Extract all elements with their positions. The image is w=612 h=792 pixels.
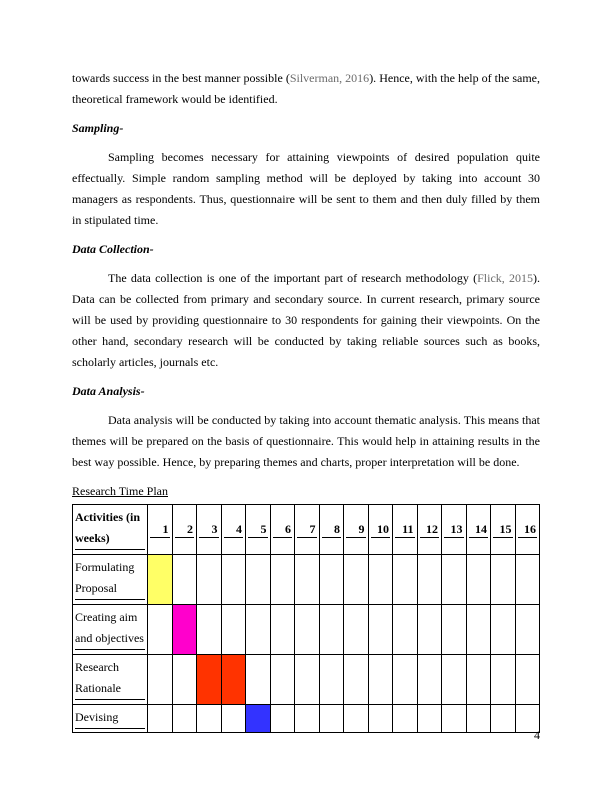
- week-cell: [246, 555, 271, 605]
- week-cell: [197, 705, 222, 733]
- week-cell: [246, 605, 271, 655]
- week-header-15: 15: [491, 505, 516, 555]
- gantt-bar: [246, 705, 271, 733]
- week-cell: [344, 605, 369, 655]
- week-header-5: 5: [246, 505, 271, 555]
- week-cell: [319, 705, 344, 733]
- week-cell: [270, 555, 295, 605]
- week-cell: [491, 655, 516, 705]
- week-header-9: 9: [344, 505, 369, 555]
- week-header-7: 7: [295, 505, 320, 555]
- week-cell: [148, 705, 173, 733]
- gantt-bar: [197, 655, 222, 705]
- week-cell: [466, 705, 491, 733]
- week-cell: [368, 605, 393, 655]
- week-cell: [515, 555, 540, 605]
- week-cell: [270, 655, 295, 705]
- citation-flick: Flick, 2015: [477, 271, 534, 285]
- week-header-14: 14: [466, 505, 491, 555]
- sampling-paragraph: Sampling becomes necessary for attaining viewpoints of desired population quite effectually. Simple random sampling method will be deployed by taking into account 30 managers as respondents. Thus, questionnaire will be sent to them and then duly filled by them in stipulated time.: [72, 150, 540, 227]
- week-header-6: 6: [270, 505, 295, 555]
- week-cell: [295, 555, 320, 605]
- data-collection-paragraph: [72, 268, 540, 373]
- gantt-bar: [221, 655, 246, 705]
- week-header-10: 10: [368, 505, 393, 555]
- week-cell: [491, 705, 516, 733]
- table-header-row: [73, 505, 540, 555]
- week-cell: [246, 655, 271, 705]
- sampling-heading: Sampling-: [72, 121, 124, 135]
- week-cell: [393, 655, 418, 705]
- week-header-16: 16: [515, 505, 540, 555]
- week-cell: [295, 605, 320, 655]
- week-cell: [319, 555, 344, 605]
- week-cell: [466, 655, 491, 705]
- citation-silverman: Silverman, 2016: [289, 71, 370, 85]
- week-cell: [172, 655, 197, 705]
- week-header-13: 13: [442, 505, 467, 555]
- week-cell: [319, 655, 344, 705]
- activities-header: Activities (in weeks): [73, 505, 148, 555]
- week-cell: [221, 555, 246, 605]
- week-cell: [148, 655, 173, 705]
- week-cell: [295, 705, 320, 733]
- intro-text: towards success in the best manner possible (: [72, 71, 290, 85]
- data-analysis-heading: Data Analysis-: [72, 384, 145, 398]
- week-header-2: 2: [172, 505, 197, 555]
- table-row: [73, 655, 540, 705]
- week-cell: [344, 705, 369, 733]
- week-cell: [319, 605, 344, 655]
- week-cell: [172, 555, 197, 605]
- week-cell: [417, 555, 442, 605]
- week-cell: [368, 555, 393, 605]
- week-cell: [491, 605, 516, 655]
- activity-cell: Creating aim and objectives: [73, 605, 148, 655]
- week-cell: [368, 655, 393, 705]
- time-plan-table: [72, 504, 540, 733]
- week-cell: [393, 705, 418, 733]
- table-row: [73, 555, 540, 605]
- intro-text-end: ). Hence, with the help of the same, theoretical framework would be identified.: [72, 71, 540, 106]
- data-collection-text: The data collection is one of the important part of research methodology (: [108, 271, 478, 285]
- week-cell: [295, 655, 320, 705]
- week-cell: [221, 705, 246, 733]
- week-cell: [221, 605, 246, 655]
- week-cell: [344, 655, 369, 705]
- week-header-11: 11: [393, 505, 418, 555]
- week-cell: [515, 655, 540, 705]
- week-cell: [466, 605, 491, 655]
- week-cell: [148, 605, 173, 655]
- week-cell: [515, 605, 540, 655]
- week-cell: [417, 705, 442, 733]
- week-header-12: 12: [417, 505, 442, 555]
- week-cell: [393, 605, 418, 655]
- week-cell: [197, 605, 222, 655]
- week-cell: [466, 555, 491, 605]
- week-header-4: 4: [221, 505, 246, 555]
- gantt-bar: [148, 555, 173, 605]
- week-cell: [368, 705, 393, 733]
- activity-cell: Formulating Proposal: [73, 555, 148, 605]
- week-header-1: 1: [148, 505, 173, 555]
- page-number: 4: [534, 728, 540, 742]
- week-cell: [442, 655, 467, 705]
- week-cell: [270, 605, 295, 655]
- activity-cell: Research Rationale: [73, 655, 148, 705]
- week-cell: [442, 705, 467, 733]
- week-cell: [442, 605, 467, 655]
- week-cell: [491, 555, 516, 605]
- activity-cell: Devising: [73, 705, 148, 733]
- table-row: [73, 605, 540, 655]
- data-collection-heading: Data Collection-: [72, 242, 154, 256]
- week-cell: [417, 655, 442, 705]
- week-cell: [417, 605, 442, 655]
- data-collection-text-end: ). Data can be collected from primary and secondary source. In current research, primary source will be used by providing questionnaire to 30 respondents for gaining their viewpoints. On the other hand, secondary research will be conducted by taking reliable sources such as books, scholarly articles, journals etc.: [72, 271, 541, 369]
- week-cell: [344, 555, 369, 605]
- week-header-3: 3: [197, 505, 222, 555]
- week-cell: [172, 705, 197, 733]
- week-header-8: 8: [319, 505, 344, 555]
- table-row: [73, 705, 540, 733]
- page-content: [72, 68, 540, 733]
- week-cell: [393, 555, 418, 605]
- time-plan-caption: Research Time Plan: [72, 484, 168, 498]
- data-analysis-paragraph: Data analysis will be conducted by taking into account thematic analysis. This means that themes will be prepared on the basis of questionnaire. This would help in attaining results in the best way possible. Hence, by preparing themes and charts, proper interpretation will be done.: [72, 413, 540, 469]
- week-cell: [197, 555, 222, 605]
- intro-paragraph: [72, 68, 540, 110]
- week-cell: [442, 555, 467, 605]
- gantt-bar: [172, 605, 197, 655]
- week-cell: [270, 705, 295, 733]
